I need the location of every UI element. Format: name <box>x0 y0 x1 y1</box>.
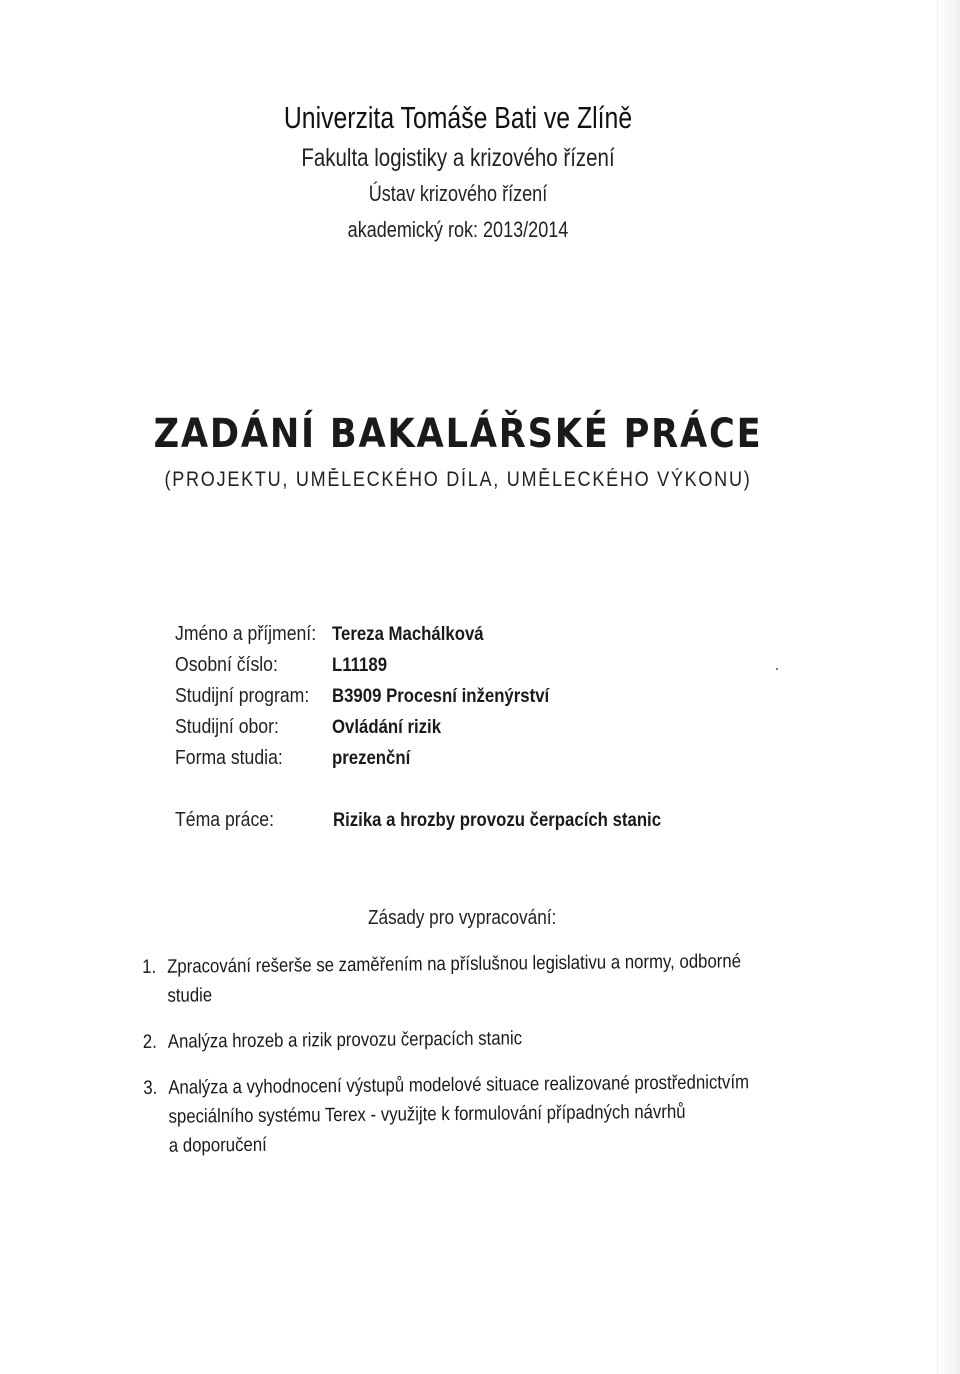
principle-line: speciálního systému Terex - využijte k formulování případných návrhů <box>168 1100 686 1128</box>
principle-line: Zpracování rešerše se zaměřením na příslušnou legislativu a normy, odborné <box>167 950 742 978</box>
document-title-block <box>0 410 916 494</box>
principle-item <box>143 1021 823 1057</box>
topic-label: Téma práce: <box>175 808 274 831</box>
field-row-name <box>175 620 815 651</box>
topic-value: Rizika a hrozby provozu čerpacích stanic <box>333 809 662 831</box>
name-value: Tereza Machálková <box>332 623 484 645</box>
principle-number: 1. <box>142 955 157 978</box>
field-row-field <box>175 713 815 744</box>
study-field-label: Studijní obor: <box>175 715 279 738</box>
personal-number-label: Osobní číslo: <box>175 653 278 676</box>
study-form-label: Forma studia: <box>175 746 283 769</box>
field-row-program <box>175 682 815 713</box>
principle-item <box>143 1067 824 1161</box>
principles-list <box>142 946 824 1178</box>
study-program-value: B3909 Procesní inženýrství <box>332 685 550 707</box>
student-details <box>175 620 815 775</box>
thesis-topic <box>175 806 875 836</box>
faculty-name: Fakulta logistiky a krizového řízení <box>301 144 615 172</box>
principle-number: 2. <box>142 1030 157 1053</box>
study-program-label: Studijní program: <box>175 684 310 707</box>
study-form-value: prezenční <box>332 747 411 769</box>
principle-line: a doporučení <box>168 1133 267 1157</box>
principle-item <box>142 946 823 1011</box>
name-label: Jméno a příjmení: <box>175 622 317 645</box>
academic-year: akademický rok: 2013/2014 <box>347 217 569 242</box>
principle-number: 3. <box>143 1076 158 1099</box>
university-name: Univerzita Tomáše Bati ve Zlíně <box>283 100 633 135</box>
document-subtitle: (PROJEKTU, UMĚLECKÉHO DÍLA, UMĚLECKÉHO VÝKONU) <box>164 468 752 491</box>
principle-line: studie <box>167 984 213 1007</box>
personal-number-value: L11189 <box>332 654 388 676</box>
institute-name: Ústav krizového řízení <box>368 181 548 206</box>
principle-line: Analýza hrozeb a rizik provozu čerpacích stanic <box>167 1027 523 1053</box>
scan-edge-shadow <box>938 0 960 1374</box>
field-row-form <box>175 744 815 775</box>
document-title: ZADÁNÍ BAKALÁŘSKÉ PRÁCE <box>153 411 763 457</box>
institution-header <box>0 98 916 245</box>
principles-heading: Zásady pro vypracování: <box>368 907 557 929</box>
study-field-value: Ovládání rizik <box>332 716 442 738</box>
field-row-id <box>175 651 815 682</box>
principle-line: Analýza a vyhodnocení výstupů modelové situace realizované prostřednictvím <box>168 1071 750 1099</box>
